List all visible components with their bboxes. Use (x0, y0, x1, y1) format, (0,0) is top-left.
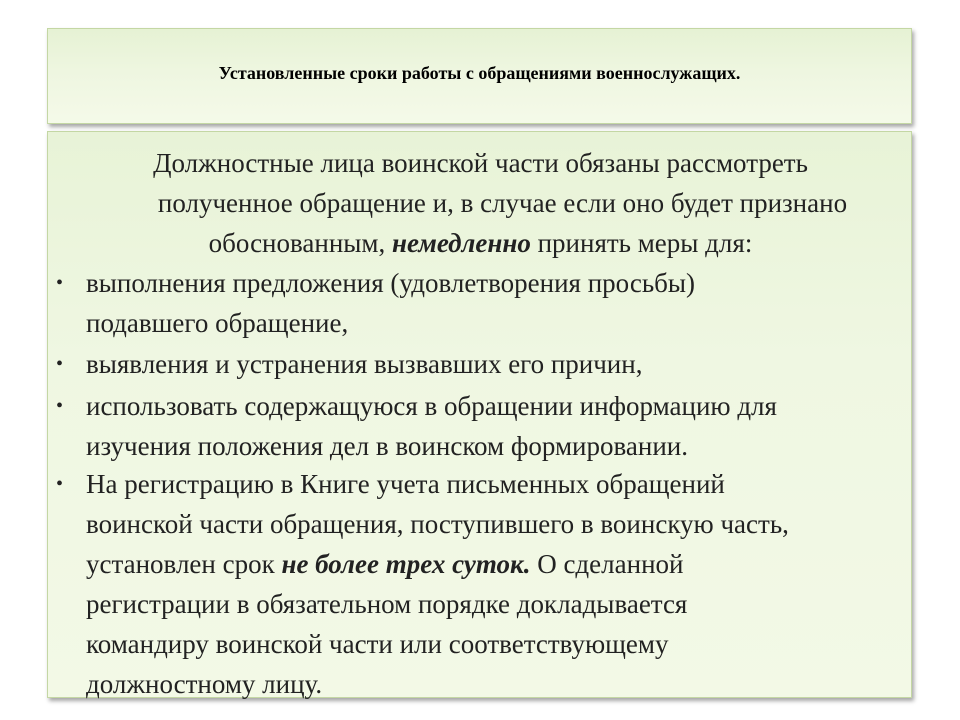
bullet-1-line-1: выполнения предложения (удовлетворения просьбы) (86, 268, 696, 298)
bullet-text-4 (86, 464, 906, 704)
bullet-4-line-1: На регистрацию в Книге учета письменных обращений (86, 469, 725, 499)
bullet-item-2 (48, 344, 913, 384)
bullet-item-4 (48, 464, 913, 704)
intro-line-3 (48, 223, 913, 263)
bullet-3-line-2: изучения положения дел в воинском формировании. (86, 431, 688, 461)
emphasis-immediately: немедленно (392, 228, 531, 258)
bullet-2-line-1: выявления и устранения вызвавших его причин, (86, 349, 643, 379)
bullet-item-3 (48, 386, 913, 466)
bullet-4-line-5: командиру воинской части или соответствующему (86, 629, 669, 659)
intro-line-3-text: обоснованным, (208, 228, 393, 258)
bullet-4-line-3-text: установлен срок (86, 549, 282, 579)
bullet-1-line-2: подавшего обращение, (86, 308, 349, 338)
bullet-text-2 (86, 344, 906, 384)
bullet-text-3 (86, 386, 906, 466)
bullet-3-line-1: использовать содержащуюся в обращении информацию для (86, 391, 777, 421)
bullet-text-1 (86, 263, 906, 343)
bullet-4-line-2: воинской части обращения, поступившего в воинскую часть, (86, 509, 789, 539)
bullet-4-line-6: должностному лицу. (86, 669, 323, 699)
intro-paragraph (48, 143, 913, 263)
bullet-item-1 (48, 263, 913, 343)
bullet-4-line-3-tail: О сделанной (530, 549, 684, 579)
content-box (47, 131, 912, 698)
bullet-icon: • (56, 272, 64, 294)
bullet-icon: • (56, 473, 64, 495)
bullet-4-line-4: регистрации в обязательном порядке докладывается (86, 589, 688, 619)
bullet-icon: • (56, 395, 64, 417)
emphasis-three-days: не более трех суток. (281, 549, 531, 579)
slide-title: Установленные сроки работы с обращениями военнослужащих. (218, 62, 741, 83)
intro-line-2: полученное обращение и, в случае если оно будет признано (157, 188, 848, 218)
intro-line-3-tail: принять меры для: (530, 228, 753, 258)
bullet-icon: • (56, 353, 64, 375)
title-box (47, 28, 912, 124)
bullet-4-line-3 (86, 544, 906, 584)
intro-line-1: Должностные лица воинской части обязаны рассмотреть (153, 148, 808, 178)
